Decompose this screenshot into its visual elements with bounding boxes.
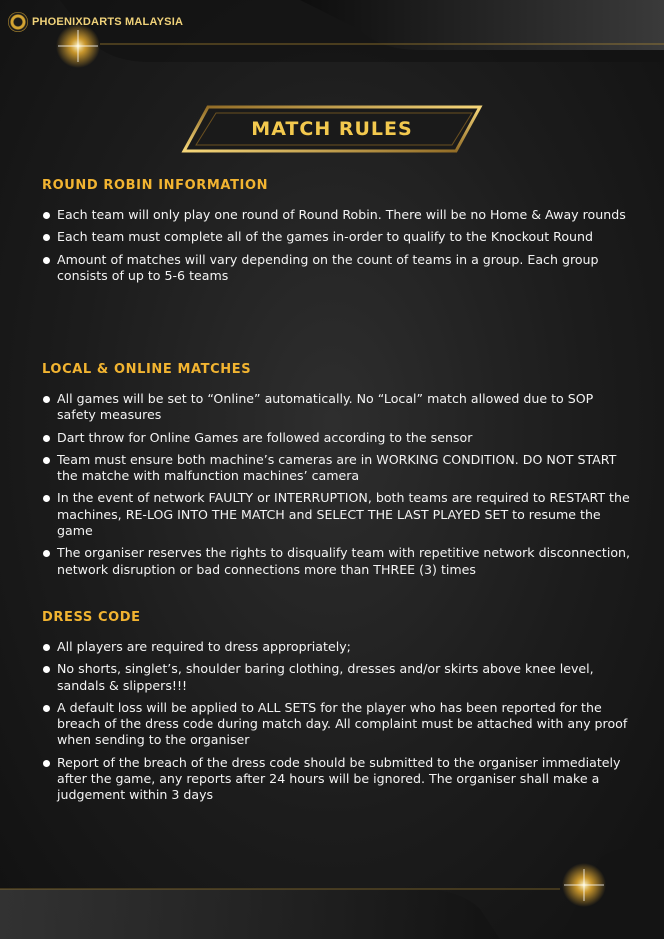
section-round-robin (42, 178, 632, 290)
rule-item: Team must ensure both machine’s cameras are in WORKING CONDITION. DO NOT START the matche with malfunction machines’ camera (42, 452, 632, 485)
rule-list (42, 391, 632, 578)
rule-item: Each team will only play one round of Round Robin. There will be no Home & Away rounds (42, 207, 632, 223)
brand-name: PHOENIXDARTS MALAYSIA (32, 16, 184, 28)
rule-item: The organiser reserves the rights to disqualify team with repetitive network disconnection, network disruption or bad connections more than THREE (3) times (42, 545, 632, 578)
section-heading: DRESS CODE (42, 610, 141, 625)
section-heading: ROUND ROBIN INFORMATION (42, 178, 269, 193)
rule-item: All players are required to dress appropriately; (42, 639, 632, 655)
section-dress-code (42, 610, 632, 810)
rule-item: A default loss will be applied to ALL SETS for the player who has been reported for the breach of the dress code during match day. All complaint must be attached with any proof when sending to the organiser (42, 700, 632, 749)
rule-item: Dart throw for Online Games are followed according to the sensor (42, 430, 632, 446)
rule-item: In the event of network FAULTY or INTERRUPTION, both teams are required to RESTART the machines, RE-LOG INTO THE MATCH and SELECT THE LAST PLAYED SET to resume the game (42, 490, 632, 539)
rule-list (42, 639, 632, 804)
phoenixdarts-logo-icon (8, 12, 28, 32)
section-heading: LOCAL & ONLINE MATCHES (42, 362, 252, 377)
rule-item: All games will be set to “Online” automatically. No “Local” match allowed due to SOP safety measures (42, 391, 632, 424)
brand-logo (8, 12, 183, 32)
page-title: MATCH RULES (251, 118, 413, 140)
rule-item: Each team must complete all of the games in-order to qualify to the Knockout Round (42, 229, 632, 245)
section-local-online (42, 362, 632, 584)
bottom-corner-decoration (0, 839, 664, 939)
rule-list (42, 207, 632, 284)
rule-item: Amount of matches will vary depending on the count of teams in a group. Each group consists of up to 5-6 teams (42, 252, 632, 285)
rule-item: Report of the breach of the dress code should be submitted to the organiser immediately after the game, any reports after 24 hours will be ignored. The organiser shall make a judgement within 3 days (42, 755, 632, 804)
rule-item: No shorts, singlet’s, shoulder baring clothing, dresses and/or skirts above knee level, sandals & slippers!!! (42, 661, 632, 694)
